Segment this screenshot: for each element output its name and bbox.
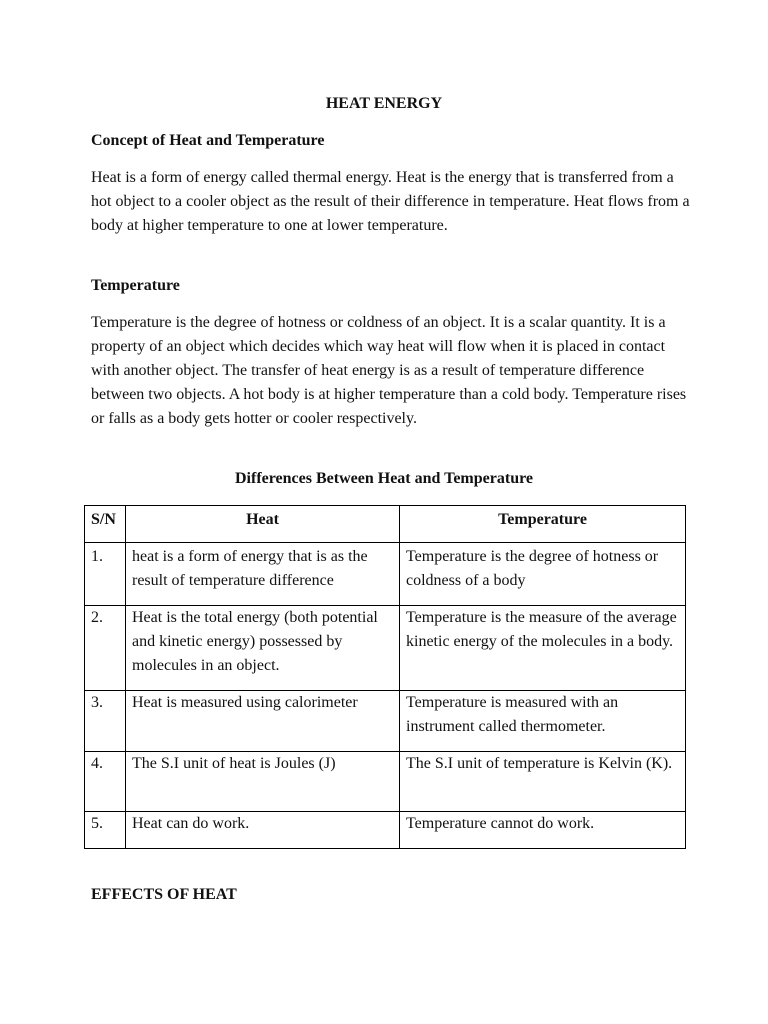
cell-sn: 5. [85, 812, 126, 849]
cell-temperature: The S.I unit of temperature is Kelvin (K). [400, 752, 686, 812]
cell-heat: Heat is the total energy (both potential and kinetic energy) possessed by molecules in an object. [126, 606, 400, 691]
cell-heat: heat is a form of energy that is as the result of temperature difference [126, 543, 400, 606]
header-sn: S/N [85, 506, 126, 543]
header-heat: Heat [126, 506, 400, 543]
cell-temperature: Temperature is measured with an instrument called thermometer. [400, 691, 686, 752]
temperature-heading: Temperature [91, 277, 180, 294]
cell-sn: 3. [85, 691, 126, 752]
cell-sn: 1. [85, 543, 126, 606]
table-header-row [85, 506, 686, 543]
header-temperature: Temperature [400, 506, 686, 543]
cell-heat: Heat is measured using calorimeter [126, 691, 400, 752]
table-row [85, 606, 686, 691]
cell-temperature: Temperature cannot do work. [400, 812, 686, 849]
cell-sn: 2. [85, 606, 126, 691]
table-row [85, 691, 686, 752]
table-row [85, 752, 686, 812]
cell-sn: 4. [85, 752, 126, 812]
cell-temperature: Temperature is the measure of the average kinetic energy of the molecules in a body. [400, 606, 686, 691]
concept-heading: Concept of Heat and Temperature [91, 132, 325, 149]
table-caption: Differences Between Heat and Temperature [234, 470, 533, 487]
differences-table [84, 505, 686, 849]
table-row [85, 812, 686, 849]
table-row [85, 543, 686, 606]
cell-heat: The S.I unit of heat is Joules (J) [126, 752, 400, 812]
document-title: HEAT ENERGY [325, 95, 443, 112]
concept-paragraph: Heat is a form of energy called thermal energy. Heat is the energy that is transferred from a hot object to a cooler object as the result of their difference in temperature. Heat flows from a body at higher temperature to one at lower temperature. [91, 169, 690, 234]
effects-heading: EFFECTS OF HEAT [91, 886, 237, 903]
cell-temperature: Temperature is the degree of hotness or coldness of a body [400, 543, 686, 606]
cell-heat: Heat can do work. [126, 812, 400, 849]
temperature-paragraph: Temperature is the degree of hotness or coldness of an object. It is a scalar quantity. It is a property of an object which decides which way heat will flow when it is placed in contact with another object. The transfer of heat energy is as a result of temperature difference between two objects. A hot body is at higher temperature than a cold body. Temperature rises or falls as a body gets hotter or cooler respectively. [91, 314, 687, 427]
